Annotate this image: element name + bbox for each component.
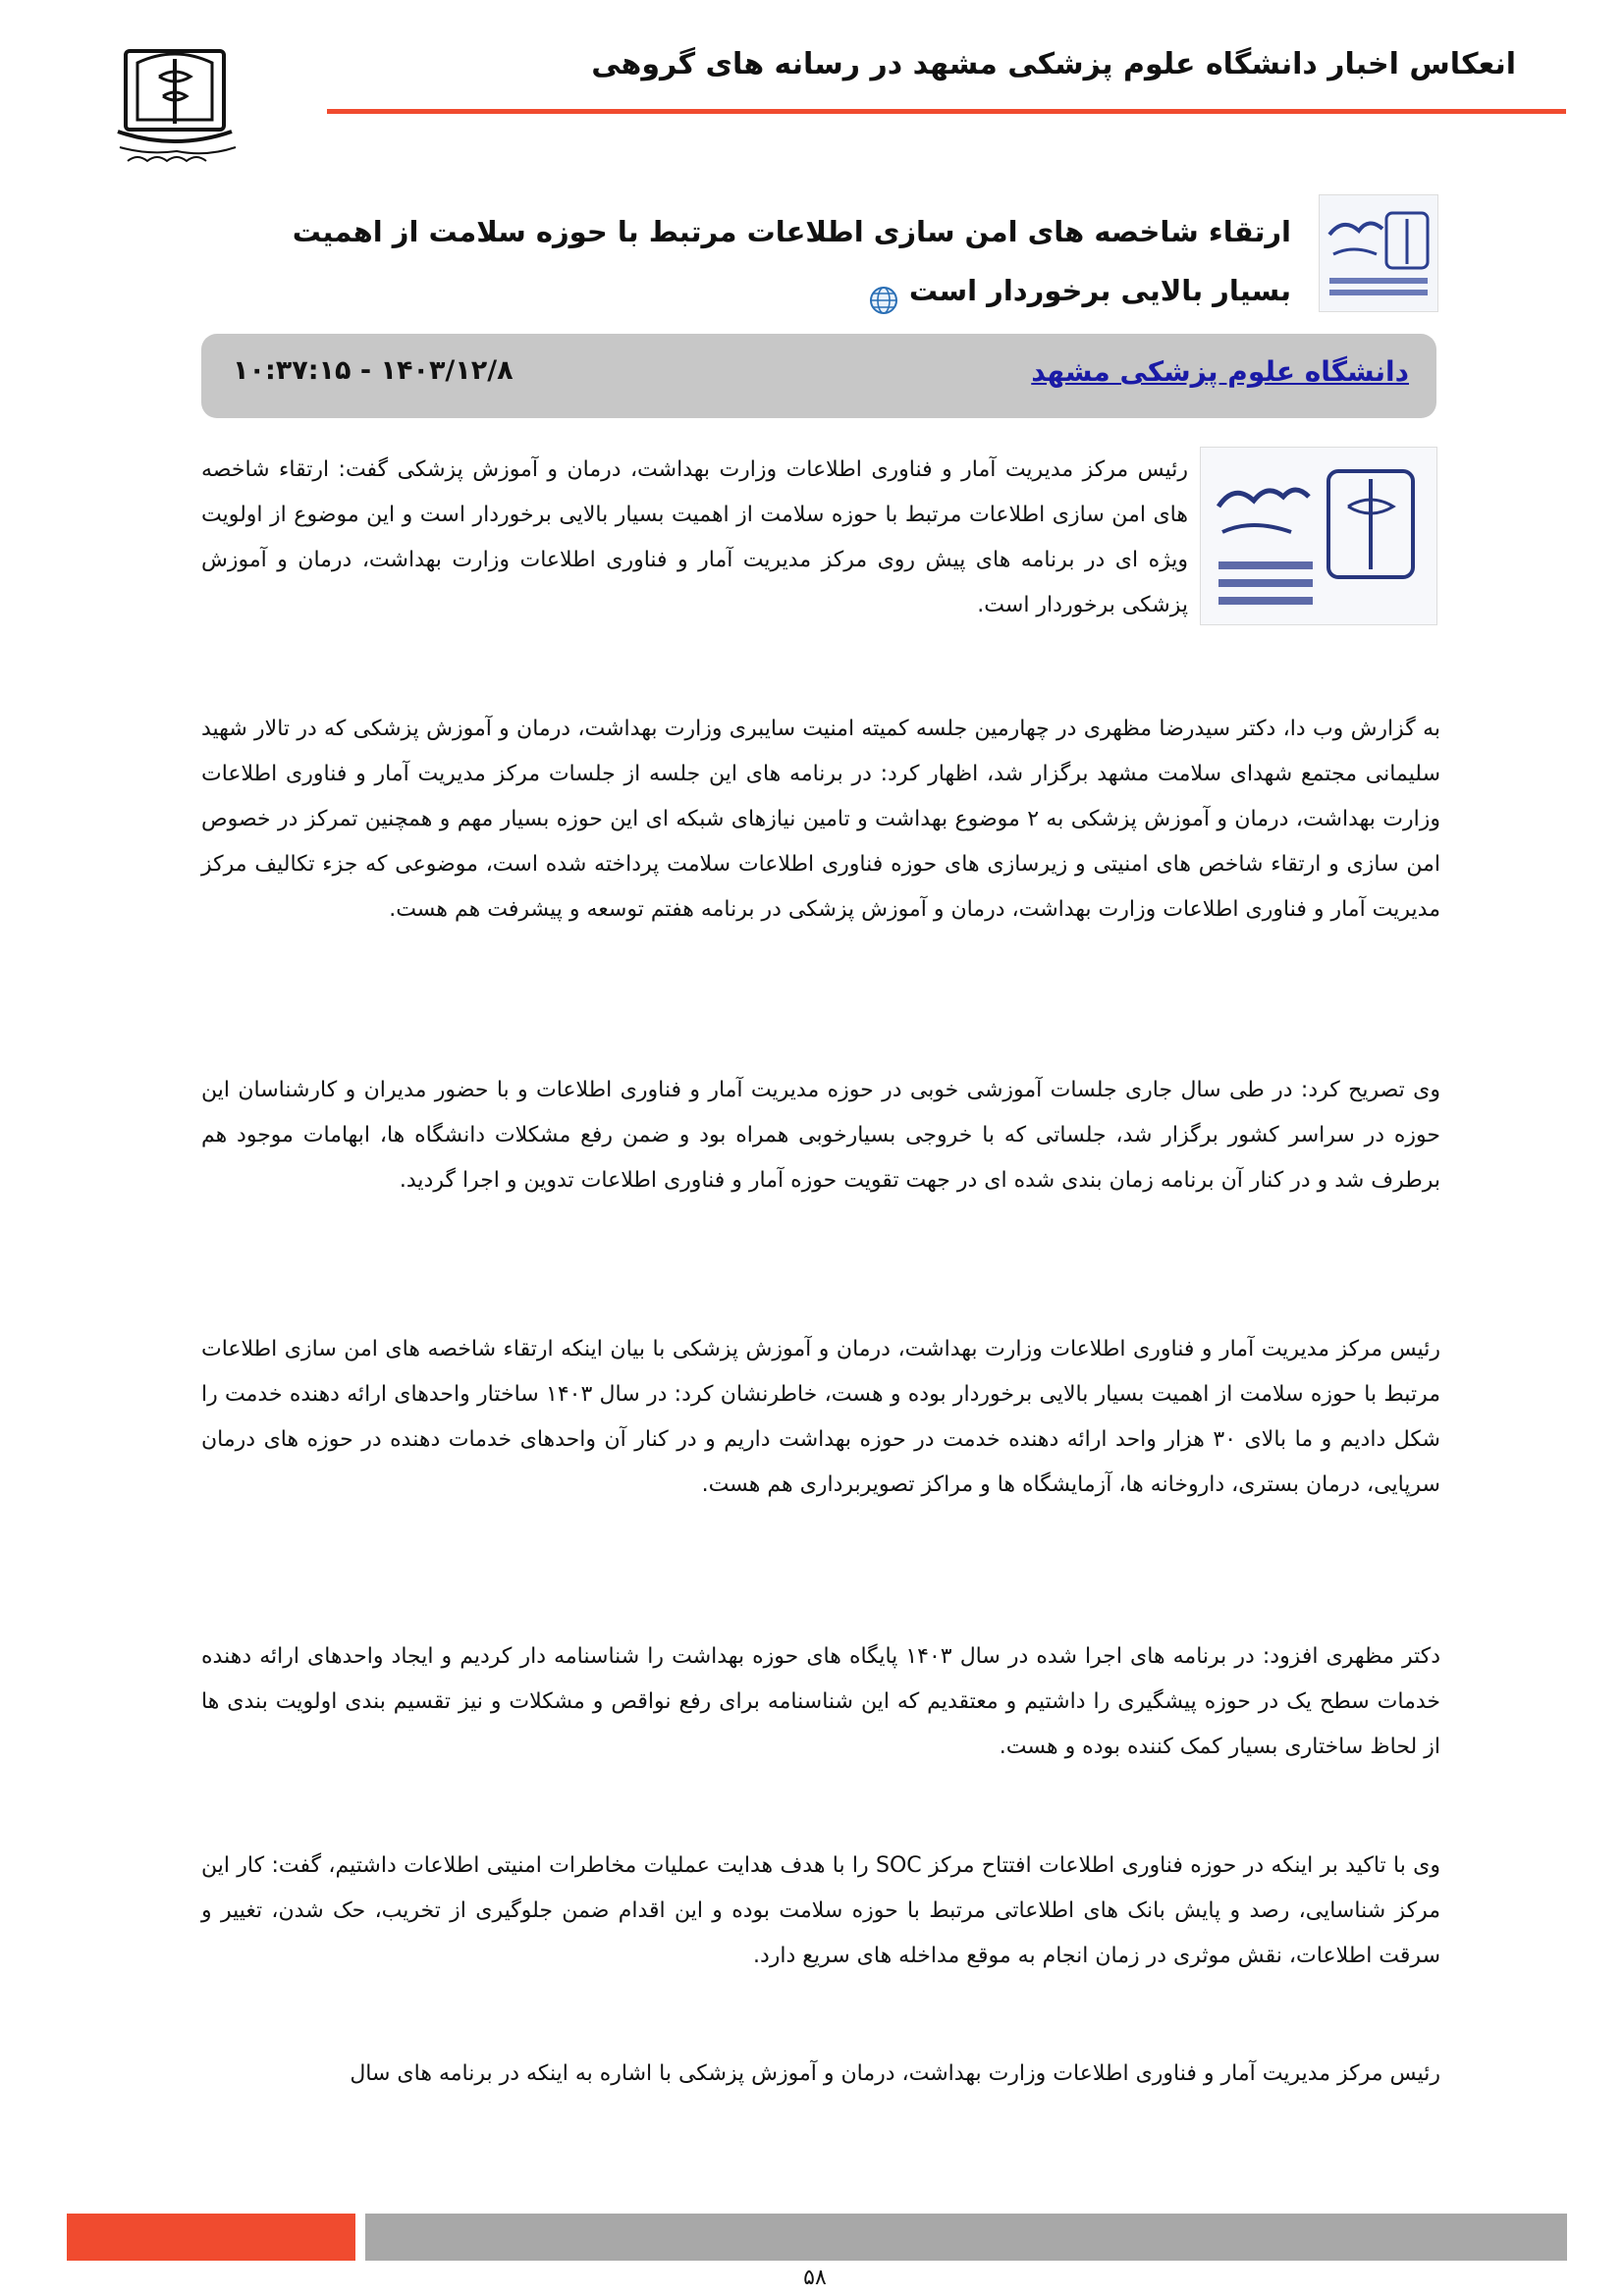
body-paragraph: به گزارش وب دا، دکتر سیدرضا مظهری در چهارمین جلسه کمیته امنیت سایبری وزارت بهداشت، درمان و آموزش پزشکی که در تالار شهید سلیمانی مجتمع شهدای سلامت مشهد برگزار شد، اظهار کرد: در برنامه های این جلسه از جلسات مرکز مدیریت آمار و فناوری اطلاعات وزارت بهداشت، درمان و آموزش پزشکی به ۲ موضوع بهداشت و تامین نیازهای شبکه ای این حوزه بسیار مهم و همچنین تمرکز در خصوص امن سازی و ارتقاء شاخص های امنیتی و زیرسازی های حوزه فناوری اطلاعات سلامت پرداخته شده است، موضوعی که جزء تکالیف مرکز مدیریت آمار و فناوری اطلاعات وزارت بهداشت، درمان و آموزش پزشکی در برنامه هفتم توسعه و پیشرفت هم هست.	[201, 717, 1440, 922]
source-info-bar	[201, 334, 1436, 418]
body-paragraph: رئیس مرکز مدیریت آمار و فناوری اطلاعات وزارت بهداشت، درمان و آموزش پزشکی با اشاره به اینکه در برنامه های سال	[350, 2061, 1440, 2086]
news-source-logo-icon	[1319, 194, 1438, 312]
footer-accent-bar	[67, 2214, 355, 2261]
news-lead-paragraph: رئیس مرکز مدیریت آمار و فناوری اطلاعات وزارت بهداشت، درمان و آموزش پزشکی گفت: ارتقاء شاخصه های امن سازی اطلاعات مرتبط با حوزه سلامت از اهمیت بسیار بالایی برخوردار است و این موضوع از اولویت ویژه ای در برنامه های پیش روی مرکز مدیریت آمار و فناوری اطلاعات وزارت بهداشت، درمان و آموزش پزشکی برخوردار است.	[201, 457, 1188, 617]
lead-logo-image	[1200, 447, 1437, 625]
body-paragraph: دکتر مظهری افزود: در برنامه های اجرا شده در سال ۱۴۰۳ پایگاه های حوزه بهداشت را شناسنامه دار کردیم و ایجاد واحدهای ارائه دهنده خدمات سطح یک در حوزه پیشگیری را داشتیم و معتقدیم که این شناسنامه برای رفع نواقص و مشکلات و نیز تقسیم بندی اولویت بندی ها از لحاظ ساختاری بسیار کمک کننده بوده و هست.	[201, 1644, 1440, 1759]
footer-bar	[365, 2214, 1567, 2261]
source-link[interactable]: دانشگاه علوم پزشکی مشهد	[1031, 355, 1409, 388]
body-paragraph: رئیس مرکز مدیریت آمار و فناوری اطلاعات وزارت بهداشت، درمان و آموزش پزشکی با بیان اینکه ارتقاء شاخصه های امن سازی اطلاعات مرتبط با حوزه سلامت از اهمیت بسیار بالایی برخوردار بوده و هست، خاطرنشان کرد: در سال ۱۴۰۳ ساختار واحدهای ارائه دهنده خدمت را شکل دادیم و ما بالای ۳۰ هزار واحد ارائه دهنده خدمت در حوزه بهداشت داریم و در کنار آن واحدهای خدمات دهنده در حوزه های درمان سرپایی، درمان بستری، داروخانه ها، آزمایشگاه ها و مراکز تصویربرداری هم هست.	[201, 1337, 1440, 1497]
body-paragraph: وی با تاکید بر اینکه در حوزه فناوری اطلاعات افتتاح مرکز SOC را با هدف هدایت عملیات مخاطرات امنیتی اطلاعات داشتیم، گفت: کار این مرکز شناسایی، رصد و پایش بانک های اطلاعاتی مرتبط با حوزه سلامت بوده و این اقدام ضمن جلوگیری از تخریب، حک شدن، تغییر و سرقت اطلاعات، نقش موثری در زمان انجام به موقع مداخله های سریع دارد.	[201, 1853, 1440, 1968]
globe-icon[interactable]	[868, 277, 899, 308]
university-seal-icon	[98, 41, 250, 169]
body-paragraph: وی تصریح کرد: در طی سال جاری جلسات آموزشی خوبی در حوزه مدیریت آمار و فناوری اطلاعات و با حضور مدیران و کارشناسان این حوزه در سراسر کشور برگزار شد، جلساتی که با خروجی بسیارخوبی همراه بود و ضمن رفع مشکلات دانشگاه ها، ابهامات موجود هم برطرف شد و در کنار آن برنامه زمان بندی شده ای در جهت تقویت حوزه آمار و فناوری اطلاعات تدوین و اجرا گردید.	[201, 1078, 1440, 1193]
page-number: ۵۸	[803, 2266, 827, 2290]
publish-datetime: ۱۴۰۳/۱۲/۸ - ۱۰:۳۷:۱۵	[233, 355, 514, 386]
news-headline	[211, 202, 1291, 320]
header-divider	[327, 109, 1566, 114]
page-header-title: انعکاس اخبار دانشگاه علوم پزشکی مشهد در رسانه های گروهی	[591, 47, 1516, 81]
headline-text: ارتقاء شاخصه های امن سازی اطلاعات مرتبط با حوزه سلامت از اهمیت بسیار بالایی برخوردار است	[292, 215, 1291, 307]
